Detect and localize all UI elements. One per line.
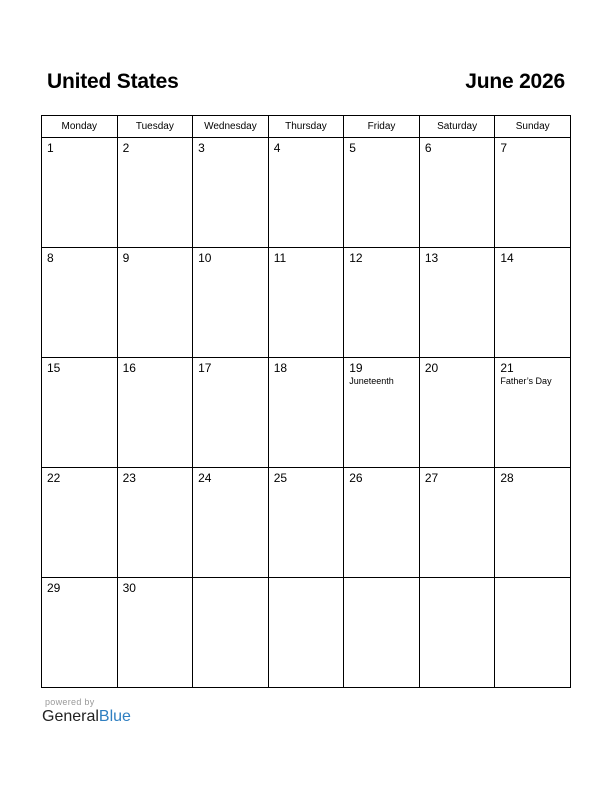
day-number: 12 — [349, 251, 363, 265]
day-cell — [193, 358, 269, 468]
day-cell — [117, 248, 193, 358]
day-cell — [495, 248, 571, 358]
day-number: 7 — [500, 141, 508, 155]
week-row — [42, 138, 571, 248]
generalblue-logo — [42, 708, 131, 726]
day-cell — [268, 468, 344, 578]
week-row — [42, 358, 571, 468]
day-number — [344, 578, 419, 581]
day-cell — [117, 578, 193, 688]
day-number: 17 — [198, 361, 212, 375]
day-cell — [495, 578, 571, 688]
weekday-friday: Friday — [344, 116, 420, 138]
day-number: 23 — [122, 471, 136, 485]
day-number: 1 — [47, 141, 54, 155]
weekday-tuesday: Tuesday — [117, 116, 193, 138]
day-cell — [42, 358, 118, 468]
day-number: 25 — [273, 471, 288, 485]
weekday-sunday: Sunday — [495, 116, 571, 138]
day-number — [269, 578, 344, 581]
day-cell — [344, 248, 420, 358]
day-number: 19 — [349, 361, 363, 375]
day-number: 30 — [122, 581, 136, 595]
day-cell — [419, 358, 495, 468]
month-year-title: June 2026 — [465, 70, 565, 93]
day-cell — [42, 468, 118, 578]
day-number — [193, 578, 268, 581]
day-number: 5 — [349, 141, 356, 155]
week-row — [42, 248, 571, 358]
day-number: 10 — [198, 251, 212, 265]
day-number: 20 — [424, 361, 439, 375]
day-number: 26 — [349, 471, 363, 485]
day-cell — [344, 468, 420, 578]
day-cell — [117, 358, 193, 468]
weekday-saturday: Saturday — [419, 116, 495, 138]
day-number: 2 — [122, 141, 130, 155]
day-number: 18 — [273, 361, 288, 375]
day-cell — [495, 468, 571, 578]
country-title: United States — [47, 70, 179, 93]
day-cell — [268, 248, 344, 358]
day-number: 4 — [273, 141, 281, 155]
day-number: 16 — [122, 361, 136, 375]
day-cell — [344, 358, 420, 468]
day-number: 11 — [273, 251, 287, 265]
day-cell — [193, 468, 269, 578]
day-cell — [42, 138, 118, 248]
day-cell — [344, 138, 420, 248]
holiday-label: Father’s Day — [500, 376, 552, 386]
day-cell — [268, 358, 344, 468]
logo-blue-text: Blue — [98, 708, 131, 725]
day-cell — [419, 578, 495, 688]
day-number: 13 — [424, 251, 439, 265]
day-cell — [193, 578, 269, 688]
weekday-header-row — [42, 116, 571, 138]
weekday-wednesday: Wednesday — [193, 116, 269, 138]
day-number: 15 — [47, 361, 61, 375]
day-number: 27 — [424, 471, 439, 485]
day-number: 8 — [47, 251, 54, 265]
day-cell — [495, 138, 571, 248]
day-number: 29 — [47, 581, 61, 595]
calendar-grid — [41, 115, 571, 688]
weekday-thursday: Thursday — [268, 116, 344, 138]
day-cell — [193, 138, 269, 248]
day-cell — [344, 578, 420, 688]
day-number: 6 — [424, 141, 432, 155]
day-number — [420, 578, 495, 581]
day-cell — [419, 248, 495, 358]
day-number: 22 — [47, 471, 61, 485]
week-row — [42, 578, 571, 688]
day-cell — [268, 138, 344, 248]
day-number: 21 — [500, 361, 514, 375]
logo-general-text: General — [42, 708, 99, 725]
day-number: 9 — [122, 251, 130, 265]
day-cell — [117, 138, 193, 248]
holiday-label: Juneteenth — [349, 376, 394, 386]
day-number: 14 — [500, 251, 514, 265]
day-cell — [495, 358, 571, 468]
day-cell — [419, 468, 495, 578]
week-row — [42, 468, 571, 578]
day-number: 3 — [198, 141, 205, 155]
day-cell — [117, 468, 193, 578]
day-cell — [268, 578, 344, 688]
weekday-monday: Monday — [42, 116, 118, 138]
day-cell — [42, 248, 118, 358]
day-cell — [193, 248, 269, 358]
day-number: 28 — [500, 471, 514, 485]
day-cell — [419, 138, 495, 248]
day-number: 24 — [198, 471, 212, 485]
day-cell — [42, 578, 118, 688]
powered-by-label: powered by — [45, 697, 95, 707]
day-number — [495, 578, 570, 581]
